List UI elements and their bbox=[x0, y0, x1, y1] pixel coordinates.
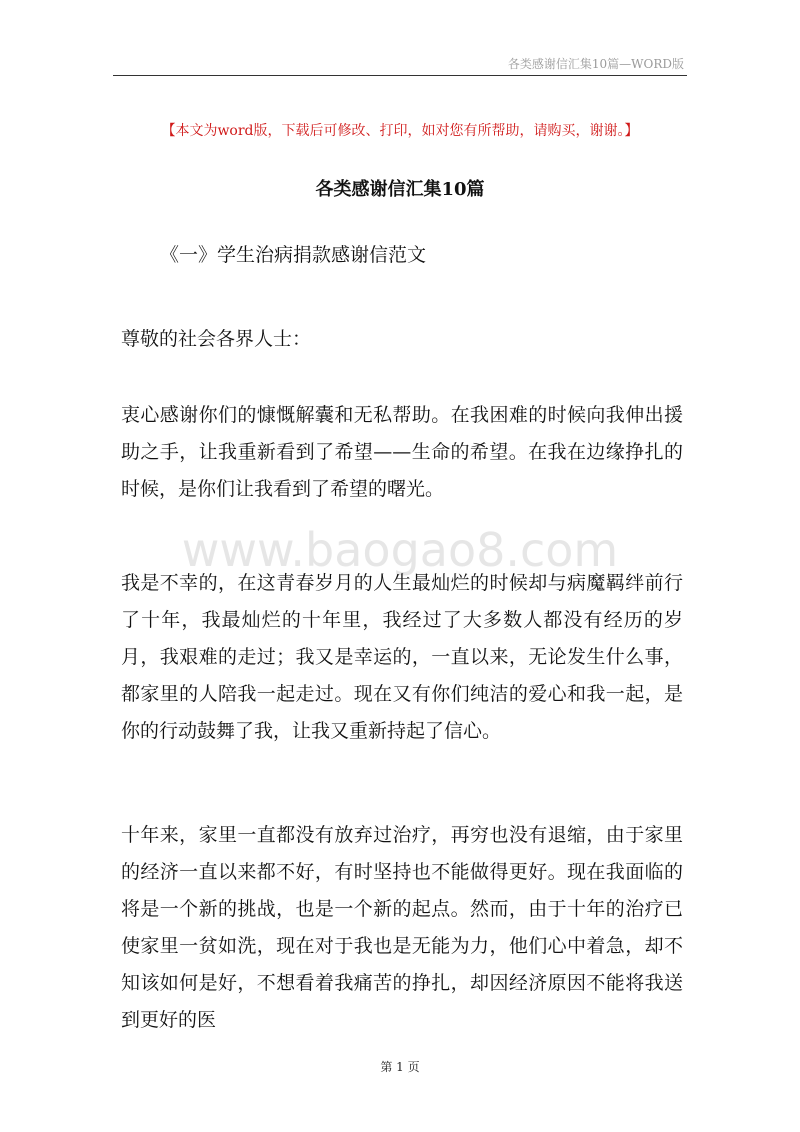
body-paragraph-1: 衷心感谢你们的慷慨解囊和无私帮助。在我困难的时候向我伸出援助之手，让我重新看到了希望——生命的希望。在我在边缘挣扎的时候，是你们让我看到了希望的曙光。 bbox=[121, 404, 683, 500]
word-version-notice: 【本文为word版，下载后可修改、打印，如对您有所帮助，请购买，谢谢。】 bbox=[161, 123, 639, 139]
section-title: 《一》学生治病捐款感谢信范文 bbox=[160, 244, 427, 266]
body-paragraph-3: 十年来，家里一直都没有放弃过治疗，再穷也没有退缩，由于家里的经济一直以来都不好，有时坚持也不能做得更好。现在我面临的将是一个新的挑战，也是一个新的起点。然而，由于十年的治疗已使家里一贫如洗，现在对于我也是无能为力，他们心中着急，却不知该如何是好，不想看着我痛苦的挣扎，却因经济原因不能将我送到更好的医 bbox=[121, 824, 683, 1031]
page-number: 第 1 页 bbox=[380, 1060, 420, 1074]
body-paragraph-2: 我是不幸的，在这青春岁月的人生最灿烂的时候却与病魔羁绊前行了十年，我最灿烂的十年里，我经过了大多数人都没有经历的岁月，我艰难的走过；我又是幸运的，一直以来，无论发生什么事，都家里的人陪我一起走过。现在又有你们纯洁的爱心和我一起，是你的行动鼓舞了我，让我又重新持起了信心。 bbox=[121, 572, 683, 742]
running-header: 各类感谢信汇集10篇—WORD版 bbox=[507, 57, 684, 71]
header-divider bbox=[113, 75, 687, 76]
document-title: 各类感谢信汇集10篇 bbox=[315, 179, 485, 200]
salutation: 尊敬的社会各界人士： bbox=[121, 328, 312, 350]
watermark: www.baogao8.com bbox=[181, 523, 619, 577]
